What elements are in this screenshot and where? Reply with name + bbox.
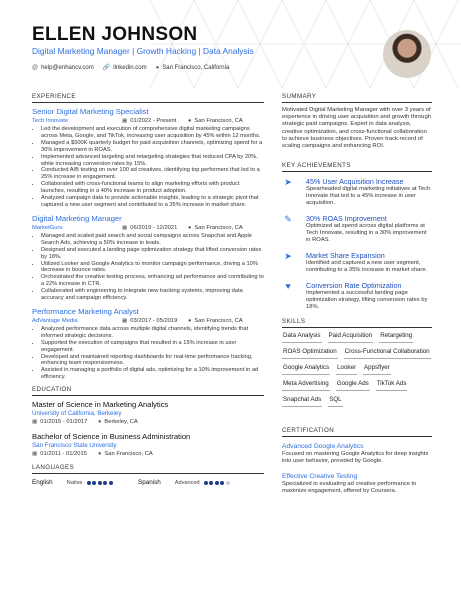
achievement-title: Conversion Rate Optimization [306, 281, 402, 291]
bullet-item: • Led the development and execution of comprehensive digital marketing campaigns across Meta, Google, and TikTok, increasing user acquisition by 45% within 12 months. [41, 126, 264, 140]
link-icon: 🔗 [102, 65, 111, 71]
language-level: Advanced [174, 479, 200, 486]
rocket-icon: ➤ [284, 177, 292, 188]
location-pin-icon: ● [98, 419, 102, 426]
location-text: San Francisco, California [162, 64, 230, 71]
summary-text: Motivated Digital Marketing Manager with over 3 years of experience in driving user acquisition and growth through strategic paid campaigns. Expert in data analysis, creative optimization, and cross-functional collaboration to achieve business objectives. Proven track record of scaling campaigns and enhancing ROI. [282, 107, 431, 150]
company-name: Tech Innovate [32, 118, 69, 124]
job-title: Digital Marketing Manager [32, 213, 122, 223]
calendar-icon: ▦ [122, 224, 128, 231]
bullet-item: • Managed a $500K quarterly budget for paid acquisition channels, optimizing spend for a 30% improvement in ROAS. [41, 140, 264, 154]
job-meta [32, 117, 264, 125]
proficiency-dot [209, 481, 213, 485]
achievement-body [306, 214, 432, 244]
skill-tag: ROAS Optimization [282, 348, 338, 359]
skill-tag: Google Ads [336, 380, 370, 391]
job-dates [122, 117, 188, 125]
certification-desc: Focused on mastering Google Analytics for deep insights into user behavior, provided by Google. [282, 451, 429, 465]
bullet-item: • Implemented advanced targeting and retargeting strategies that reduced CPA by 20%, while increasing conversion rates by 15%. [41, 154, 264, 168]
skill-tag: Data Analysis [282, 332, 322, 343]
job-location [188, 224, 243, 232]
company-name: AdVantage Media [32, 317, 78, 324]
bullet-item: • Managed and scaled paid search and social campaigns across Snapchat and Apple Search Ads, achieving a 50% increase in leads. [41, 233, 264, 247]
education-dates [32, 450, 98, 458]
bullet-item: • Analyzed performance data across multiple digital channels, identifying trends that informed strategic decisions. [41, 326, 264, 340]
bullet-item: • Conducted A/B testing on over 100 ad creatives, identifying top performers that led to a 25% increase in engagement. [41, 167, 264, 181]
proficiency-dot [109, 481, 113, 485]
education-meta [32, 418, 264, 426]
certification-title: Advanced Google Analytics [282, 443, 364, 451]
calendar-icon: ▦ [122, 118, 128, 124]
job-title: Performance Marketing Analyst [32, 306, 139, 316]
job-dates-text: 03/2017 - 05/2019 [130, 317, 178, 324]
bullet-item: • Collaborated with engineering to integrate new tracking systems, improving data accuracy and campaign efficiency. [41, 288, 264, 302]
education-item [32, 432, 264, 458]
summary-heading: SUMMARY [282, 93, 432, 103]
contact-row [32, 64, 229, 71]
achievement-desc: Spearheaded digital marketing initiatives at Tech Innovate that led to a 45% increase in user acquisition. [306, 186, 431, 207]
location-pin-icon: ● [155, 64, 160, 71]
language-name: English [32, 479, 53, 487]
location-contact [156, 65, 230, 71]
degree-title: Master of Science in Marketing Analytics [32, 400, 169, 410]
certification-title: Effective Creative Testing [282, 473, 358, 481]
education-dates-text: 01/2011 - 01/2015 [40, 451, 87, 458]
job-location [188, 117, 243, 125]
skills-list [282, 332, 432, 407]
education-dates-text: 01/2015 - 01/2017 [40, 419, 88, 426]
education-location-text: Berkeley, CA [104, 419, 138, 426]
email-text: help@enhancv.com [41, 64, 94, 71]
achievement-item [282, 251, 432, 274]
achievement-body [306, 281, 432, 311]
achievement-item [282, 177, 432, 207]
skill-tag: Snapchat Ads [282, 396, 322, 407]
skill-tag: TikTok Ads [376, 380, 408, 391]
skill-tag: Looker [336, 364, 357, 375]
achievement-desc: Optimized ad spend across digital platforms at Tech Innovate, resulting in a 30% improvement in ROAS. [306, 223, 427, 244]
achievement-body [306, 251, 432, 274]
bullet-item: • Collaborated with cross-functional teams to align marketing efforts with product launches, resulting in a 40% increase in product adoption. [41, 181, 264, 195]
calendar-icon: ▦ [32, 451, 38, 458]
skill-tag: Appsflyer [363, 364, 391, 375]
proficiency-dot [215, 481, 219, 485]
location-pin-icon: ● [98, 451, 102, 458]
languages-list [32, 479, 264, 486]
achievements-heading: KEY ACHIEVEMENTS [282, 162, 432, 172]
linkedin-text: linkedin.com [113, 64, 147, 71]
resume-header [0, 0, 461, 88]
degree-title: Bachelor of Science in Business Administration [32, 432, 191, 442]
experience-list [32, 107, 264, 381]
job-location [188, 317, 243, 325]
bullet-item: • Analyzed campaign data to provide actionable insights, leading to a strategic pivot that captured a new user segment and contributed to a 35% increase in market share. [41, 195, 264, 209]
language-level: Native [66, 479, 83, 486]
education-location-text: San Francisco, CA [104, 451, 153, 458]
job-meta [32, 317, 264, 325]
language-name: Spanish [138, 479, 161, 487]
education-list [32, 400, 264, 458]
skill-tag: Retargeting [379, 332, 413, 343]
proficiency-dot [204, 481, 208, 485]
school-name: San Francisco State University [32, 442, 117, 450]
bullet-item: • Supported the execution of campaigns that resulted in a 15% increase in user engagement. [41, 340, 264, 354]
left-column [32, 93, 264, 486]
skill-tag: Cross-Functional Collaboration [344, 348, 431, 359]
languages-heading: LANGUAGES [32, 464, 264, 474]
achievement-title: 30% ROAS Improvement [306, 214, 387, 224]
job-location-text: San Francisco, CA [194, 118, 243, 124]
bullet-item: • Assisted in managing a portfolio of digital ads, optimizing for a 10% improvement in ad efficiency. [41, 367, 264, 381]
experience-item [32, 214, 264, 302]
bullet-item: • Orchestrated the creative testing process, enhancing ad performance and contributing to a 22% increase in CTR. [41, 274, 264, 288]
job-meta [32, 224, 264, 232]
certification-list [282, 442, 432, 495]
proficiency-dot [103, 481, 107, 485]
achievements-list [282, 177, 432, 311]
avatar [383, 30, 431, 78]
job-dates [122, 317, 188, 325]
job-location-text: San Francisco, CA [194, 224, 243, 231]
certification-desc: Specialized in evaluating ad creative performance to maximize engagement, offered by Coursera. [282, 481, 417, 495]
skill-tag: Paid Acquisition [328, 332, 374, 343]
achievement-title: Market Share Expansion [306, 251, 385, 261]
achievement-title: 45% User Acquisition Increase [306, 177, 404, 187]
bullet-item: • Developed and maintained reporting dashboards for real-time performance tracking, enhancing team responsiveness. [41, 354, 264, 368]
skill-tag: Meta Advertising [282, 380, 330, 391]
bullet-item: • Designed and executed a landing page optimization strategy that lifted conversion rates by 18%. [41, 247, 264, 261]
certification-heading: CERTIFICATION [282, 427, 432, 437]
job-bullets [32, 233, 264, 302]
location-pin-icon: ● [188, 317, 192, 324]
proficiency-dot [98, 481, 102, 485]
education-meta [32, 450, 264, 458]
education-location [98, 450, 153, 458]
rocket-icon: ➤ [284, 251, 292, 262]
job-dates-text: 01/2022 - Present [130, 118, 177, 124]
experience-item [32, 107, 264, 209]
language-item [138, 479, 231, 486]
skill-tag: SQL [328, 396, 342, 407]
job-dates [122, 224, 188, 232]
education-dates [32, 418, 98, 426]
linkedin-contact[interactable] [103, 64, 147, 71]
location-pin-icon: ● [188, 224, 192, 231]
bullet-item: • Utilized Looker and Google Analytics to monitor campaign performance, driving a 10% decrease in bounce rates. [41, 261, 264, 275]
language-item [32, 479, 114, 486]
achievement-desc: Implemented a successful landing page optimization strategy, lifting conversion rates by 18%. [306, 290, 428, 311]
candidate-name: ELLEN JOHNSON [32, 24, 198, 45]
pencil-icon: ✎ [284, 214, 292, 225]
heart-icon: ♥ [285, 281, 291, 292]
achievement-desc: Identified and captured a new user segment, contributing to a 35% increase in market share. [306, 260, 428, 274]
job-location-text: San Francisco, CA [194, 317, 243, 324]
company-name: MarketGuru [32, 224, 63, 231]
experience-item [32, 307, 264, 381]
achievement-item [282, 214, 432, 244]
education-location [98, 418, 138, 426]
job-bullets [32, 126, 264, 209]
candidate-headline: Digital Marketing Manager | Growth Hacking | Data Analysis [32, 46, 254, 56]
job-bullets [32, 326, 264, 381]
skills-heading: SKILLS [282, 318, 432, 328]
proficiency-dot [226, 481, 230, 485]
location-pin-icon: ● [188, 118, 192, 124]
education-heading: EDUCATION [32, 386, 264, 396]
at-icon: @ [32, 64, 39, 71]
calendar-icon: ▦ [32, 419, 38, 426]
achievement-body [306, 177, 432, 207]
experience-heading: EXPERIENCE [32, 93, 264, 103]
job-dates-text: 06/2019 - 12/2021 [130, 224, 178, 231]
proficiency-dot [87, 481, 91, 485]
proficiency-dot [220, 481, 224, 485]
education-item [32, 400, 264, 426]
achievement-item [282, 281, 432, 311]
skill-tag: Google Analytics [282, 364, 330, 375]
job-title: Senior Digital Marketing Specialist [32, 107, 149, 116]
school-name: University of California, Berkeley [32, 410, 122, 418]
proficiency-dot [92, 481, 96, 485]
calendar-icon: ▦ [122, 317, 128, 324]
right-column [282, 93, 432, 502]
email-contact[interactable] [32, 65, 94, 71]
